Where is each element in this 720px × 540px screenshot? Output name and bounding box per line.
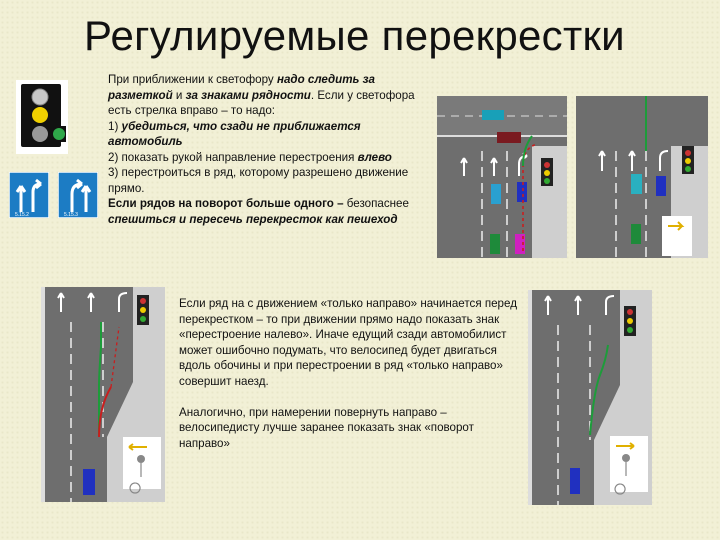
intersection-image-2: [576, 96, 708, 258]
text-fragment: и: [172, 88, 186, 102]
text-fragment: влево: [357, 150, 392, 164]
text-fragment: безопаснее: [343, 197, 409, 210]
text-fragment: спешиться и пересечь перекресток как пешеход: [108, 212, 398, 226]
text-fragment: надо следить за разметкой: [108, 73, 375, 102]
intersection-image-1: [437, 96, 567, 258]
lane-sign-5-15-3: [58, 172, 98, 218]
explanation-text: [179, 296, 524, 451]
text-fragment: При приближении к светофору: [108, 73, 277, 86]
road-image-4: [528, 290, 652, 505]
traffic-light-image: [16, 80, 68, 154]
text-fragment: за знаками рядности: [185, 88, 311, 102]
intro-text: [108, 72, 428, 227]
lane-sign-5-15-2: [9, 172, 49, 218]
sign-code: 5.15.3: [64, 212, 78, 218]
text-fragment: 3) перестроиться в ряд, которому разрешено движение прямо.: [108, 166, 409, 195]
paragraph: Аналогично, при намерении повернуть направо – велосипедисту лучше заранее показать знак «поворот направо»: [179, 405, 474, 450]
text-fragment: 2) показать рукой направление перестроения: [108, 150, 358, 164]
text-fragment: убедиться, что сзади не приближается автомобиль: [108, 119, 361, 148]
paragraph: Если ряд на с движением «только направо» начинается перед перекрестком – то при движении прямо надо показать знак «перестроение налево». Иначе едущий сзади автомобилист может ошибочно подумать, что велосипед будет двигаться вдоль обочины и при перестроении в ряд «только направо» совершит наезд.: [179, 297, 517, 388]
sign-code: 5.15.2: [15, 212, 29, 218]
text-fragment: Если рядов на поворот больше одного –: [108, 197, 344, 210]
text-fragment: . Если у светофора есть стрелка вправо – то надо:: [108, 88, 415, 117]
page-title: Регулируемые перекрестки: [84, 12, 625, 59]
text-fragment: 1): [108, 119, 122, 133]
road-image-3: [41, 287, 165, 502]
